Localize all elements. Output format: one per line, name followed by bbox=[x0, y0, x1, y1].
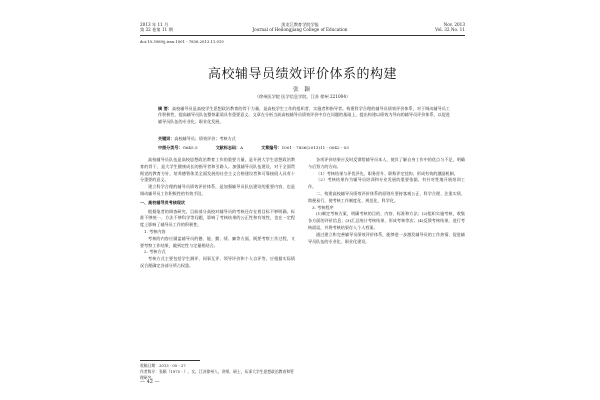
header-date-en: Nov. 2013 bbox=[443, 22, 465, 27]
paragraph: (1)制定考核方案，明确考核的目的、内容、标准和方法；(2)组织实施考核，收集各方面的评价信息；(3)汇总统计考核结果，形成考核等次；(4)反馈考核结果，进行考核面谈，并将考核结果存入个人档案。 bbox=[308, 211, 465, 230]
paragraph: 二、构建高校辅导员绩效评价体系的原则应坚持客观公正、科学合理、注重实绩、简便易行，使考核工作制度化、规范化、科学化。 bbox=[308, 190, 465, 203]
journal-name-en: Journal of Heilongjiang College of Education bbox=[252, 27, 348, 32]
subsection-heading: 1. 考核内容 bbox=[144, 228, 166, 234]
paragraph: （1）考核结果与评优评先、职务晋升、职称评定挂钩，形成有效的激励机制。 bbox=[316, 170, 458, 176]
paragraph: （2）考核结果作为辅导员培训和专业发展的重要依据，有针对性地开展培训工作。 bbox=[308, 177, 465, 190]
paragraph: 通过建立和完善辅导员绩效评价体系，能够进一步激发辅导员的工作热情，促进辅导员队伍的专业化、职业化建设。 bbox=[308, 231, 465, 244]
keywords bbox=[158, 136, 450, 142]
subsection-heading: 2. 考核方式 bbox=[144, 249, 166, 255]
header-date: 2013 年 11 月 bbox=[140, 22, 169, 27]
author-bio: 作者简介：张颖（1975 - ），女，江苏徐州人，讲师，硕士，从事大学生思想政治教育和管理研究。 bbox=[140, 369, 294, 380]
author: 张 颖 bbox=[293, 87, 312, 93]
article-number: 文章编号：1001 - 7836(2013)11 - 0042 - 03 bbox=[261, 145, 349, 150]
footnote bbox=[140, 363, 295, 381]
journal-date-issue-en bbox=[390, 22, 465, 32]
abstract-text: 高校辅导员是高校学生思想政治教育的骨干力量，是高校学生工作的组织者、实施者和指导者。构建科学合理的辅导员绩效评价体系，对于调动辅导员工作积极性、提高辅导员队伍整体素质具有重要意义。文章在分析当前高校辅导员绩效评价中存在问题的基础上，提出构建以绩效为导向的辅导员评价体系，以促进辅导员队伍的专业化、职业化发展。 bbox=[158, 106, 450, 124]
affiliation: （徐州医学院 医学信息学院，江苏 徐州 221004） bbox=[254, 94, 351, 99]
keywords-label: 关键词： bbox=[158, 136, 175, 141]
paper-title: 高校辅导员绩效评价体系的构建 bbox=[207, 67, 397, 82]
page-number: — 42 — bbox=[140, 379, 160, 385]
doi: doi:10.3969/j.issn.1001 - 7836.2013.11.019 bbox=[140, 39, 224, 44]
clc-code: 中图分类号：G645.5 bbox=[158, 145, 198, 150]
paragraph: 高校辅导员队伍是高校思想政治教育工作的重要力量，是开展大学生思想政治教育的骨干，是大学生健康成长的指导者和引路人。加强辅导员队伍建设，对于全面贯彻党的教育方针，培养德智体美全面发展的社会主义合格建设者和可靠接班人具有十分重要的意义。 bbox=[140, 157, 295, 183]
abstract bbox=[158, 106, 450, 125]
body-column-left bbox=[140, 157, 295, 270]
keywords-text: 高校辅导员；绩效评价；考核方式 bbox=[174, 136, 236, 141]
paragraph: 考核的内容应涵盖辅导员的德、能、勤、绩、廉等方面，既要考察工作过程，又要考察工作结果，做到定性与定量相结合。 bbox=[140, 235, 295, 248]
paragraph: 各项评价结果应及时反馈给辅导员本人，使其了解自身工作中的优点与不足，明确今后努力的方向。 bbox=[308, 157, 465, 169]
header-volume-en: Vol. 32 No. 11 bbox=[435, 27, 465, 32]
document-code: 文献标志码：A bbox=[215, 145, 244, 150]
paragraph: 建立科学合理的辅导员绩效评价体系，是加强辅导员队伍建设的重要内容，也是调动辅导员工作积极性的有效手段。 bbox=[140, 184, 295, 196]
paragraph: 考核方式主要包括学生测评、同事互评、领导评价和个人自评等，应根据实际情况合理确定各部分所占权重。 bbox=[140, 256, 295, 268]
journal-name bbox=[235, 22, 365, 32]
footnote-rule bbox=[140, 360, 200, 361]
header-rule bbox=[140, 35, 465, 36]
header-volume: 第 32 卷第 11 期 bbox=[140, 27, 173, 32]
body-column-right bbox=[308, 157, 465, 245]
journal-name-cn: 黑龙江教育学院学报 bbox=[281, 22, 319, 27]
subsection-heading: 3. 考核程序 bbox=[312, 204, 334, 210]
received-date: 收稿日期：2013 - 05 - 27 bbox=[140, 363, 186, 368]
abstract-label: 摘 要： bbox=[158, 106, 172, 111]
classification-line bbox=[158, 145, 450, 151]
journal-date-issue bbox=[140, 22, 230, 32]
section-heading: 一、高校辅导员考核现状 bbox=[140, 199, 186, 205]
paragraph: 根据笔者的调查研究，目前部分高校对辅导员的考核还存在着目标不够明确、标准不够统一、方法不够科学等问题，影响了考核结果的公正性和有效性，也在一定程度上影响了辅导员工作的积极性。 bbox=[140, 208, 295, 228]
